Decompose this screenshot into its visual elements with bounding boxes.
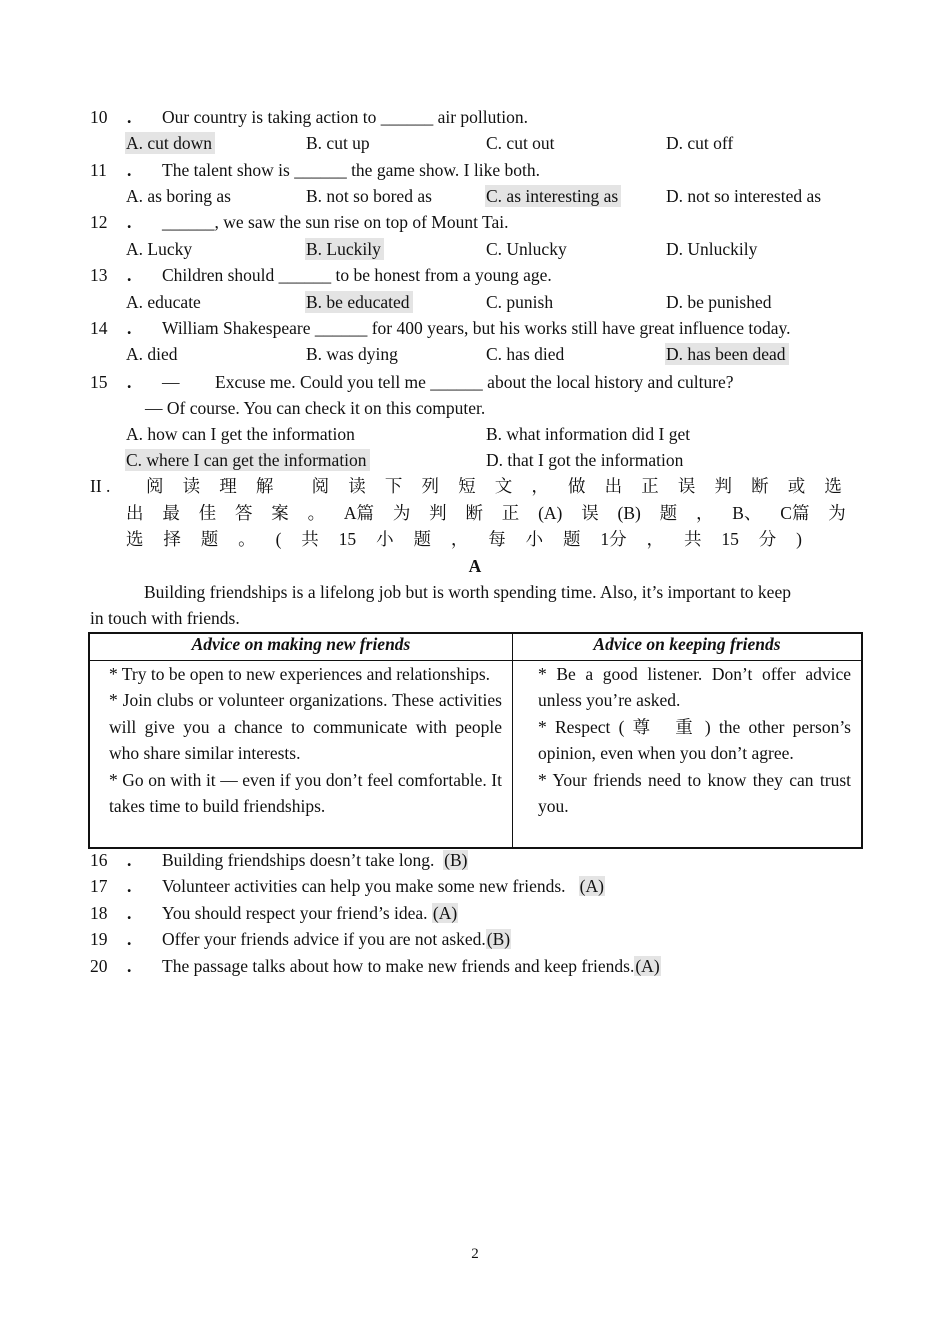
option-b-answer: B. be educated — [305, 291, 413, 313]
question-number: 18 — [90, 902, 108, 923]
instruction-char: 文 — [494, 476, 513, 496]
option-b: B. was dying — [306, 344, 398, 365]
instruction-char: 选 — [824, 476, 842, 496]
passage-intro-line-1: Building friendships is a lifelong job but is worth spending time. Also, it’s important to keep — [144, 582, 791, 602]
instruction-char: 1分 — [600, 529, 627, 549]
question-stem: You should respect your friend’s idea. — [162, 902, 432, 923]
instruction-char: 正 — [641, 476, 659, 496]
table-header-keeping-friends: Advice on keeping friends — [513, 633, 863, 661]
table-cell-keeping-friends — [513, 661, 863, 849]
instruction-char: 题 — [563, 529, 581, 549]
instruction-char: 为 — [392, 503, 411, 523]
question-dot: . — [127, 107, 132, 127]
question-dot: . — [127, 850, 132, 870]
instruction-char: 判 — [714, 476, 732, 496]
instruction-char: 误 — [677, 476, 696, 496]
instruction-char: ( — [275, 529, 282, 549]
question-dot: . — [127, 955, 132, 976]
advice-item: * Go on with it — even if you don’t feel comfortable. It takes time to build friendships. — [109, 769, 502, 817]
instruction-char: 选 — [126, 529, 144, 549]
option-b-answer: B. Luckily — [305, 238, 384, 260]
question-number: 10 — [90, 107, 108, 127]
instruction-char: 题 — [200, 529, 219, 549]
instruction-char: 择 — [163, 529, 181, 549]
instruction-char: 阅 — [146, 476, 164, 496]
dash: — — [162, 372, 180, 392]
instruction-char: ， — [695, 503, 714, 523]
passage-title: A — [468, 556, 482, 576]
option-a: A. as boring as — [126, 186, 231, 207]
option-d: D. Unluckily — [666, 238, 758, 259]
question-line — [162, 902, 458, 924]
question-dot: . — [127, 212, 132, 233]
instruction-char: B、 — [732, 503, 762, 523]
question-stem: The talent show is ______ the game show. I like both. — [162, 159, 540, 180]
answer-mark: (B) — [444, 850, 468, 870]
instruction-char: 15 — [338, 529, 357, 549]
question-stem: ______, we saw the sun rise on top of Mount Tai. — [162, 212, 509, 233]
question-line — [162, 955, 661, 977]
question-line — [162, 849, 468, 871]
instruction-char: 共 — [301, 529, 319, 549]
option-b: B. what information did I get — [486, 424, 691, 444]
question-number: 19 — [90, 929, 108, 950]
instruction-char: ， — [531, 476, 549, 496]
question-dot: . — [127, 265, 132, 286]
option-c: C. has died — [486, 344, 565, 365]
question-dot: . — [127, 159, 132, 180]
option-a: A. Lucky — [126, 238, 193, 259]
instruction-char: 小 — [525, 529, 544, 549]
instruction-char: 。 — [307, 503, 326, 523]
option-a-answer: A. cut down — [125, 132, 215, 154]
option-c: C. Unlucky — [486, 238, 567, 259]
instruction-char: 或 — [787, 476, 806, 496]
question-stem: Excuse me. Could you tell me ______ about the local history and culture? — [215, 372, 734, 392]
table-header-making-friends: Advice on making new friends — [89, 633, 513, 661]
instruction-char: 理 — [219, 476, 237, 496]
question-dot: . — [127, 317, 132, 338]
instruction-char: (B) — [617, 503, 641, 523]
instruction-char: 读 — [348, 476, 366, 496]
instruction-char: (A) — [538, 503, 563, 523]
question-stem: Offer your friends advice if you are not asked. — [162, 929, 486, 950]
question-stem: Our country is taking action to ______ air pollution. — [162, 107, 528, 127]
question-number: 12 — [90, 212, 108, 233]
section-instruction-line-2 — [126, 502, 846, 524]
instruction-char: 。 — [238, 529, 256, 549]
instruction-char: ， — [450, 529, 469, 549]
option-a: A. how can I get the information — [126, 424, 355, 444]
instruction-char: 读 — [182, 476, 201, 496]
instruction-char: A篇 — [343, 503, 375, 523]
option-c: C. cut out — [486, 133, 555, 154]
question-stem: Volunteer activities can help you make some new friends. — [162, 876, 579, 897]
option-d-answer: D. has been dead — [665, 343, 789, 365]
advice-item: * Try to be open to new experiences and relationships. — [109, 664, 491, 684]
answer-mark: (A) — [635, 955, 660, 976]
page-number: 2 — [471, 1246, 479, 1262]
instruction-char: 断 — [751, 476, 769, 496]
answer-mark: (B) — [486, 929, 511, 950]
instruction-char: 误 — [581, 503, 599, 523]
instruction-char: 做 — [568, 476, 586, 496]
answer-mark: (A) — [432, 902, 458, 923]
instruction-char: 断 — [465, 503, 483, 523]
option-c: C. punish — [486, 291, 554, 312]
instruction-char: 短 — [458, 476, 476, 496]
instruction-char: ， — [646, 529, 665, 549]
question-number: 17 — [90, 876, 108, 897]
section-number: II . — [90, 476, 111, 496]
option-d: D. not so interested as — [666, 186, 822, 207]
question-stem: Children should ______ to be honest from a young age. — [162, 265, 552, 286]
question-dot: . — [127, 372, 132, 392]
option-b: B. not so bored as — [306, 186, 432, 207]
option-a: A. died — [126, 344, 178, 365]
answer-mark: (A) — [579, 876, 604, 897]
instruction-char: 题 — [659, 503, 678, 523]
question-stem: William Shakespeare ______ for 400 years, but his works still have great influence today. — [162, 317, 791, 338]
question-line — [162, 875, 605, 897]
option-c-answer: C. where I can get the information — [125, 449, 370, 471]
question-number: 20 — [90, 955, 108, 976]
question-number: 16 — [90, 850, 108, 870]
option-d: D. cut off — [666, 133, 734, 154]
section-instruction-line-3 — [126, 528, 802, 550]
advice-item: * Join clubs or volunteer organizations. These activities will give you a chance to communicate with people who share similar interests. — [109, 690, 502, 764]
instruction-char: 出 — [604, 476, 623, 496]
question-number: 15 — [90, 372, 108, 392]
passage-intro-line-2: in touch with friends. — [90, 608, 240, 628]
instruction-char: 分 — [758, 529, 777, 549]
option-d: D. that I got the information — [486, 450, 684, 470]
question-number: 13 — [90, 265, 108, 286]
question-dot: . — [127, 929, 132, 950]
advice-table — [88, 632, 863, 849]
option-b: B. cut up — [306, 133, 370, 154]
instruction-char: C篇 — [780, 503, 810, 523]
question-number: 14 — [90, 317, 108, 338]
instruction-char: 出 — [126, 503, 144, 523]
instruction-char: 共 — [683, 529, 702, 549]
instruction-char: 题 — [413, 529, 431, 549]
advice-item: * Be a good listener. Don’t offer advice unless you’re asked. — [538, 664, 851, 711]
instruction-char: 为 — [828, 503, 846, 523]
instruction-char: 最 — [162, 503, 180, 523]
instruction-char: 每 — [488, 529, 506, 549]
instruction-char: 判 — [429, 503, 447, 523]
advice-item: * Respect ( 尊 重 ) the other person’s opinion, even when you don’t agree. — [538, 716, 851, 764]
instruction-char: 案 — [271, 503, 289, 523]
instruction-char: ) — [796, 529, 802, 549]
question-line — [162, 928, 511, 950]
instruction-char: 答 — [234, 503, 253, 523]
option-c-answer: C. as interesting as — [485, 185, 621, 207]
reply-line: — Of course. You can check it on this computer. — [145, 398, 486, 418]
instruction-char: 阅 — [311, 476, 330, 496]
instruction-char: 15 — [721, 529, 739, 549]
question-stem: The passage talks about how to make new friends and keep friends. — [162, 955, 635, 976]
instruction-char: 佳 — [198, 503, 217, 523]
section-instruction-line-1 — [146, 475, 842, 497]
question-dot: . — [127, 876, 132, 897]
question-stem: Building friendships doesn’t take long. — [162, 850, 444, 870]
instruction-char: 列 — [421, 476, 439, 496]
question-number: 11 — [90, 159, 107, 180]
instruction-char: 小 — [376, 529, 394, 549]
option-a: A. educate — [126, 291, 201, 312]
instruction-char: 解 — [255, 476, 274, 496]
instruction-char: 下 — [384, 476, 403, 496]
advice-item: * Your friends need to know they can trust you. — [538, 769, 851, 817]
instruction-char: 正 — [501, 503, 520, 523]
question-dot: . — [127, 902, 132, 923]
table-cell-making-friends — [89, 661, 513, 849]
option-d: D. be punished — [666, 291, 772, 312]
